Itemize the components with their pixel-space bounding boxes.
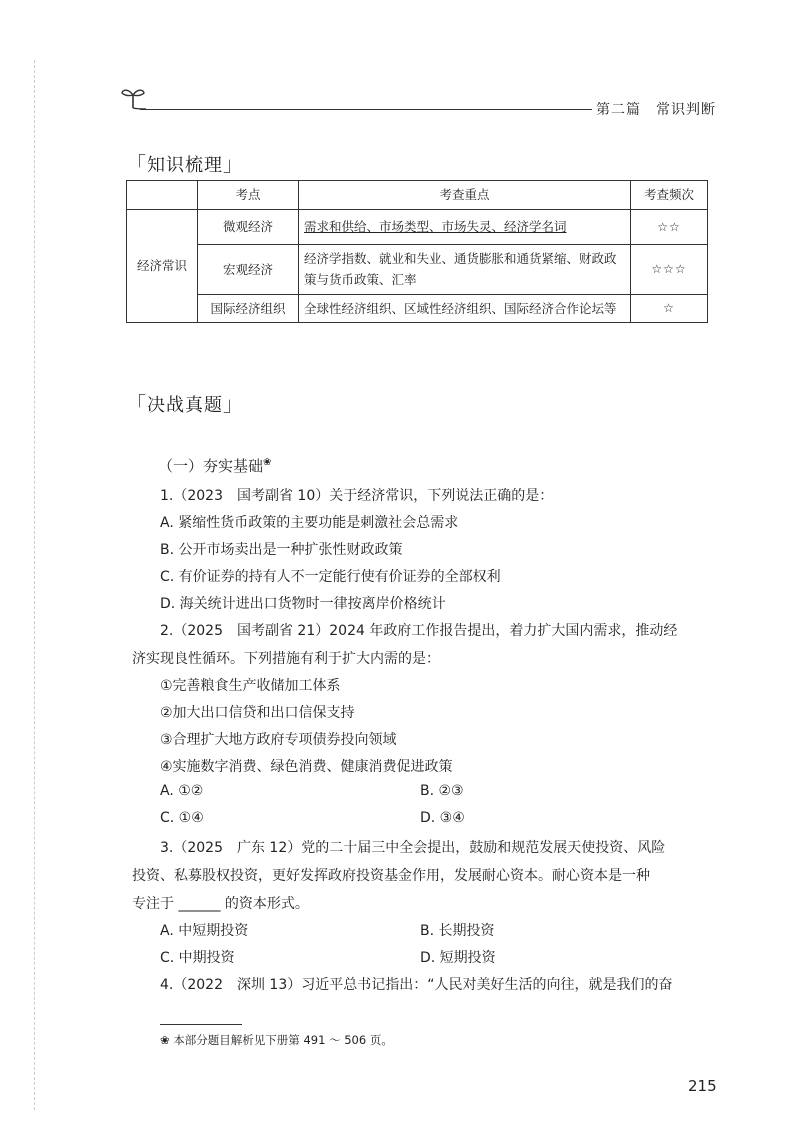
q2-option-c: C. ①④ [160,810,204,826]
table-category: 经济常识 [127,210,198,323]
q2-item-3: ③合理扩大地方政府专项债券投向领域 [160,732,397,748]
knowledge-table [126,180,708,323]
q1-stem: 1.（2023 国考副省 10）关于经济常识，下列说法正确的是： [160,488,554,504]
table-row [127,210,708,245]
table-header-freq: 考查频次 [631,181,708,210]
table-header-topic: 考点 [198,181,299,210]
sub-heading-wrap [158,455,271,476]
q3-stem-line3: 专注于 ______ 的资本形式。 [132,896,309,912]
q2-stem-line2: 济实现良性循环。下列措施有利于扩大内需的是： [132,651,440,667]
footnote-mark-icon: ❀ [263,457,272,468]
table-topic: 微观经济 [198,210,299,245]
q1-option-b: B. 公开市场卖出是一种扩张性财政政策 [160,542,403,558]
sub-heading: （一）夯实基础 [158,457,264,475]
q2-item-2: ②加大出口信贷和出口信保支持 [160,705,355,721]
q3-stem-line2: 投资、私募股权投资，更好发挥政府投资基金作用，发展耐心资本。耐心资本是一种 [132,868,650,884]
q3-option-a: A. 中短期投资 [160,923,249,939]
table-header-focus: 考查重点 [299,181,631,210]
q2-option-b: B. ②③ [420,783,464,799]
q1-option-c: C. 有价证券的持有人不一定能行使有价证券的全部权利 [160,569,501,585]
table-header-row [127,181,708,210]
scan-edge [34,60,35,1110]
header-rule [140,109,592,110]
q2-item-4: ④实施数字消费、绿色消费、健康消费促进政策 [160,759,453,775]
q3-option-c: C. 中期投资 [160,950,235,966]
table-freq: ☆☆☆ [631,245,708,295]
q1-option-a: A. 紧缩性货币政策的主要功能是刺激社会总需求 [160,515,459,531]
q2-option-d: D. ③④ [420,810,465,826]
header-title: 第二篇 常识判断 [596,102,716,118]
table-header-blank [127,181,198,210]
q3-option-d: D. 短期投资 [420,950,496,966]
q4-stem-line1: 4.（2022 深圳 13）习近平总书记指出：“人民对美好生活的向往，就是我们的奋 [160,977,673,993]
q1-option-d: D. 海关统计进出口货物时一律按离岸价格统计 [160,596,446,612]
exam-heading-wrap: 「决战真题」 [126,392,244,416]
table-row [127,294,708,322]
table-row [127,245,708,295]
table-focus: 需求和供给、市场类型、市场失灵、经济学名词 [299,210,631,245]
q2-option-a: A. ①② [160,783,204,799]
table-topic: 宏观经济 [198,245,299,295]
q3-stem-line1: 3.（2025 广东 12）党的二十届三中全会提出，鼓励和规范发展天使投资、风险 [160,840,666,856]
table-focus: 经济学指数、就业和失业、通货膨胀和通货紧缩、财政政策与货币政策、汇率 [299,245,631,295]
table-freq: ☆☆ [631,210,708,245]
page-number: 215 [688,1077,717,1095]
footnote-rule [160,1024,242,1025]
q2-stem-line1: 2.（2025 国考副省 21）2024 年政府工作报告提出，着力扩大国内需求，推动经 [160,623,678,639]
footnote-text: 本部分题目解析见下册第 491 ～ 506 页。 [173,1033,393,1047]
q3-option-b: B. 长期投资 [420,923,495,939]
table-freq: ☆ [631,294,708,322]
exam-heading: 决战真题 [147,395,223,416]
table-focus: 全球性经济组织、区域性经济组织、国际经济合作论坛等 [299,294,631,322]
knowledge-heading: 知识梳理 [147,155,223,176]
footnote-wrap [160,1032,393,1048]
sprout-icon [120,84,146,110]
footnote-icon: ❀ [160,1033,174,1047]
q2-item-1: ①完善粮食生产收储加工体系 [160,678,341,694]
knowledge-heading-wrap: 「知识梳理」 [126,152,244,176]
table-topic: 国际经济组织 [198,294,299,322]
